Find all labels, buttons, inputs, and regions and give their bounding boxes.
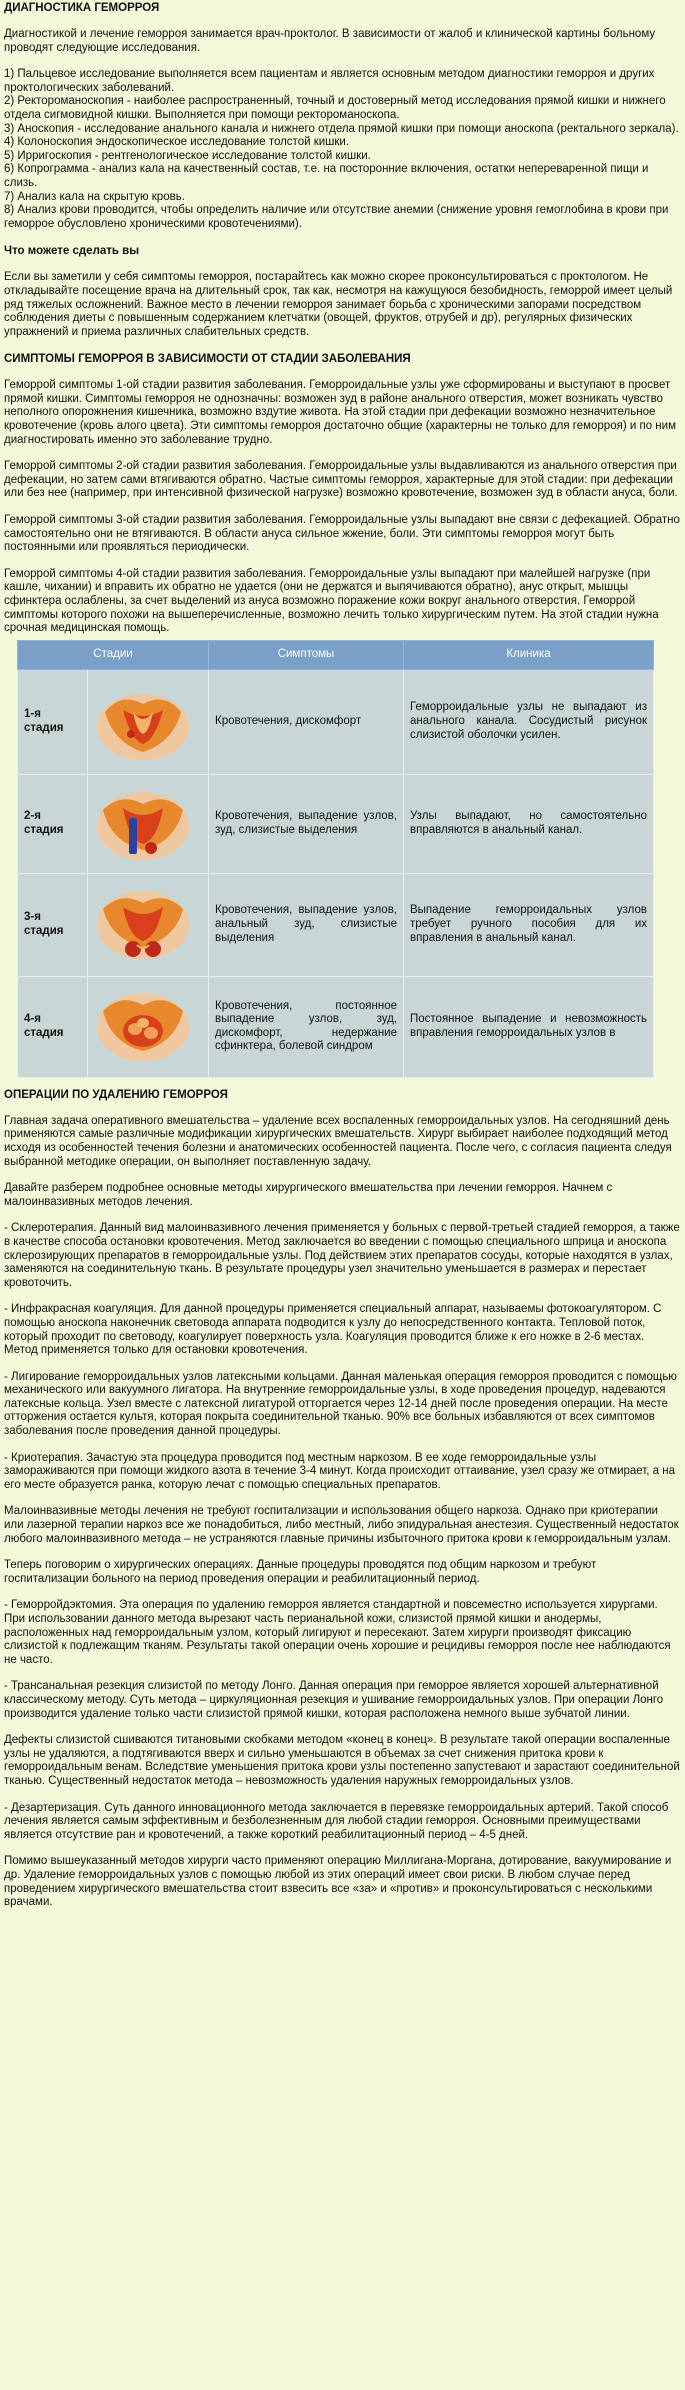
table-row xyxy=(18,774,654,873)
anatomy-illustration-stage-4 xyxy=(93,987,193,1067)
operations-paragraph: - Склеротерапия. Данный вид малоинвазивного лечения применяется у больных с первой-третьей стадией геморроя, а также в качестве способа остановки кровотечения. Метод заключается во введении с помощью специального шприца и аноскопа склерозирующих препаратов в геморроидальные узлы. Под действием этих препаратов сосуды, которые находятся в узлах, заменяются на соединительную ткань. В результате процедуры узел значительно уменьшается в размерах и перестает кровоточить. xyxy=(4,1222,680,1289)
stage-2-illustration xyxy=(88,774,209,873)
operations-title: ОПЕРАЦИИ ПО УДАЛЕНИЮ ГЕМОРРОЯ xyxy=(4,1088,228,1101)
operations-paragraph: Главная задача оперативного вмешательства – удаление всех воспаленных геморроидальных узлов. На сегодняшний день применяются самые различные модификации хирургических вмешательств. Хирург выбирает наиболее подходящий метод исходя из особенностей течения болезни и анатомических особенностей пациента. После чего, с согласия пациента следуя выбранной методике операции, он выполняет поставленную задачу. xyxy=(4,1114,672,1168)
diagnostics-item: 8) Анализ крови проводится, чтобы определить наличие или отсутствие анемии (снижение уровня гемоглобина в крови при геморрое обусловлено хроническими кровотечениями). xyxy=(4,204,669,230)
operations-paragraph: - Трансанальная резекция слизистой по методу Лонго. Данная операция при геморрое является хорошей альтернативной классическому методу. Суть метода – циркуляционная резекция и ушивание геморроидальных узлов. При операции Лонго производится удаление только части слизистой прямой кишки, которая расположена немного выше зубчатой линии. xyxy=(4,1680,664,1720)
operations-paragraph: Помимо вышеуказанный методов хирурги часто применяют операцию Миллигана-Моргана, дотирование, вакуумирование и др. Удаление геморроидальных узлов с помощью любой из этих операций имеет свои риски. В любом случае перед проведением хирургического вмешательства стоит взвесить все «за» и «против» и проконсультироваться с несколькими врачами. xyxy=(4,1855,672,1909)
operations-paragraph: - Инфракрасная коагуляция. Для данной процедуры применяется специальный аппарат, называемы фотокоагулятором. С помощью аноскопа наконечник световода аппарата подводится к узлу до непосредственного контакта. Тепловой поток, который проходит по световоду, коагулирует поверхность узла. Коагуляция проводится ближе к его ножке в 2-6 местах. Метод применяется только для остановки кровотечения. xyxy=(4,1303,662,1357)
stage-clinic: Постоянное выпадение и невозможность вправления геморроидальных узлов в xyxy=(404,976,654,1077)
operations-paragraph: - Геморройдэктомия. Эта операция по удалению геморроя является стандартной и повсеместно используется хирургами. При использовании данного метода вырезают часть перианальной кожи, слизистой прямой кишки и анодермы, расположенных над геморроидальным узлом, который лигируют и пересекают. Затем хирурги производят фиксацию слизистой к подлежащим тканям. Результаты такой операции очень хорошие и рецидивы геморроя после нее наблюдаются не часто. xyxy=(4,1599,671,1666)
symptoms-stage-4: Геморрой симптомы 4-ой стадии развития заболевания. Геморроидальные узлы выпадают при малейшей нагрузке (при кашле, чихании) и вправить их обратно не удается (они не держатся и выпячиваются обратно), анус открыт, мышцы сфинктера ослаблены, за счет выделений из ануса возможно поражение кожи вокруг анального отверстия. Геморрой симптомы которого похожи на вышеперечисленные, возможно лечить только хирургическим путем. На этой стадии нужна срочная медицинская помощь. xyxy=(4,567,659,635)
diagnostics-item: 7) Анализ кала на скрытую кровь. xyxy=(4,190,185,203)
stage-label: 1-я стадия xyxy=(18,669,88,774)
stage-label: 2-я стадия xyxy=(18,774,88,873)
header-symptoms: Симптомы xyxy=(209,640,404,669)
table-row xyxy=(18,976,654,1077)
stage-symptoms: Кровотечения, дискомфорт xyxy=(209,669,404,774)
operations-paragraph: - Криотерапия. Зачастую эта процедура проводится под местным наркозом. В ее ходе геморроидальные узлы замораживаются при помощи жидкого азота в течение 3-4 минут. Когда происходит оттаивание, узел сразу же отмирает, а на его месте образуется ранка, которую лечат с помощью специальных препаратов. xyxy=(4,1451,676,1491)
stage-1-illustration xyxy=(88,669,209,774)
stage-label: 4-я стадия xyxy=(18,976,88,1077)
article xyxy=(0,1,685,1910)
stage-symptoms: Кровотечения, выпадение узлов, анальный зуд, слизистые выделения xyxy=(209,873,404,976)
symptoms-stage-3: Геморрой симптомы 3-ой стадии развития заболевания. Геморроидальные узлы выпадают вне связи с дефекацией. Обратно самостоятельно они не втягиваются. В области ануса сильное жжение, боли. Эти симптомы геморроя могут быть постоянными или проявляться периодически. xyxy=(4,514,680,554)
what-you-can-do-title: Что можете сделать вы xyxy=(4,245,140,258)
anatomy-illustration-stage-1 xyxy=(93,682,193,762)
stage-clinic: Выпадение геморроидальных узлов требует ручного пособия для их вправления в анальный канал. xyxy=(404,873,654,976)
stage-3-illustration xyxy=(88,873,209,976)
diagnostics-item: 3) Аноскопия - исследование анального канала и нижнего отдела прямой кишки при помощи аноскопа (ректального зеркала). xyxy=(4,122,679,135)
operations-paragraph: Давайте разберем подробнее основные методы хирургического вмешательства при лечении геморроя. Начнем с малоинвазивных методов лечения. xyxy=(4,1182,613,1208)
header-clinic: Клиника xyxy=(404,640,654,669)
diagnostics-item: 2) Ректороманоскопия - наиболее распространенный, точный и достоверный метод исследования прямой кишки и нижнего отдела сигмовидной кишки. Выполняется при помощи ректороманоскопа. xyxy=(4,95,666,121)
operations-paragraph: - Дезартеризация. Суть данного инновационного метода заключается в перевязке геморроидальных артерий. Такой способ лечения является самым эффективным и безболезненным для любой стадии геморроя. Основными преимуществами является отсутствие ран и кровотечений, а также короткий реабилитационный период – 4-5 дней. xyxy=(4,1801,669,1841)
table-row xyxy=(18,873,654,976)
operations-paragraph: Теперь поговорим о хирургических операциях. Данные процедуры проводятся под общим наркозом и требуют госпитализации больного на период проведения операции и реабилитационный период. xyxy=(4,1559,597,1585)
stage-symptoms: Кровотечения, постоянное выпадение узлов, зуд, дискомфорт, недержание сфинктера, болевой синдром xyxy=(209,976,404,1077)
stage-clinic: Узлы выпадают, но самостоятельно вправляются в анальный канал. xyxy=(404,774,654,873)
diagnostics-intro: Диагностикой и лечение геморроя занимается врач-проктолог. В зависимости от жалоб и клинической картины больному проводят следующие исследования. xyxy=(4,28,656,54)
stage-label: 3-я стадия xyxy=(18,873,88,976)
what-you-can-do-text: Если вы заметили у себя симптомы геморроя, постарайтесь как можно скорее проконсультироваться с проктологом. Не откладывайте посещение врача на длительный срок, так как, несмотря на кажущуюся безобидность, геморрой имеет целый ряд тяжелых осложнений. Важное место в лечении геморроя занимает борьба с хроническими запорами посредством соблюдения диеты с повышенным содержанием клетчатки (овощей, фруктов, отрубей и др), регулярных физических упражнений и приема различных слабительных средств. xyxy=(4,271,673,338)
operations-paragraph: Малоинвазивные методы лечения не требуют госпитализации и использования общего наркоза. Однако при криотерапии или лазерной терапии наркоз все же понадобиться, либо местный, либо эпидуральная анестезия. Существенный недостаток любого малоинвазивного метода – не устраняются главные причины избыточного притока крови к геморроидальным узлам. xyxy=(4,1505,679,1545)
stage-4-illustration xyxy=(88,976,209,1077)
anatomy-illustration-stage-3 xyxy=(93,885,193,965)
diagnostics-item: 4) Колоноскопия эндоскопическое исследование толстой кишки. xyxy=(4,136,350,149)
stage-clinic: Геморроидальные узлы не выпадают из анального канала. Сосудистый рисунок слизистой оболочки усилен. xyxy=(404,669,654,774)
symptoms-stage-1: Геморрой симптомы 1-ой стадии развития заболевания. Геморроидальные узлы уже сформированы и выступают в просвет прямой кишки. Симптомы геморроя не однозначны: возможен зуд в районе анального отверстия, может возникать чувство неполного опорожнения кишечника, возможно вздутие живота. На этой стадии при дефекации возможно незначительное кровотечение (кровь алого цвета). Эти симптомы геморроя достаточно общие (характерны не только для геморроя) и по ним диагностировать именно это заболевание трудно. xyxy=(4,379,676,446)
operations-paragraph: Дефекты слизистой сшиваются титановыми скобками методом «конец в конец». В результате такой операции воспаленные узлы не удаляются, а подтягиваются вверх и сильно уменьшаются в объемах за счет снижения притока крови к геморроидальным венам. Вследствие уменьшения притока крови узлы постепенно запустевают и зарастают соединительной тканью. Существенный недостаток метода – невозможность удаления наружных геморроидальных узлов. xyxy=(4,1734,680,1787)
stages-table xyxy=(17,640,654,1078)
operations-paragraph: - Лигирование геморроидальных узлов латексными кольцами. Данная маленькая операция геморроя проводится с помощью механического или вакуумного лигатора. На внутренние геморроидальные узлы, в ходе проведения процедур, надеваются латексные кольца. Узел вместе с латексной лигатурой отторгается через 12-14 дней после проведения операции. На месте отторжения остается культя, которая покрыта соединительной тканью. 90% все больных избавляются от всех симптомов заболевания после проведения данной процедуры. xyxy=(4,1370,677,1438)
diagnostics-item: 6) Копрограмма - анализ кала на качественный состав, т.е. на посторонние включения, остатки непереваренной пищи и слизь. xyxy=(4,163,649,189)
diagnostics-item: 5) Ирригоскопия - рентгенологическое исследование толстой кишки. xyxy=(4,149,371,162)
diagnostics-list xyxy=(4,68,680,231)
anatomy-illustration-stage-2 xyxy=(93,784,193,864)
table-row xyxy=(18,669,654,774)
diagnostics-item: 1) Пальцевое исследование выполняется всем пациентам и является основным методом диагностики геморроя и других проктологических заболеваний. xyxy=(4,68,655,94)
stages-table-header xyxy=(18,640,654,669)
header-stages: Стадии xyxy=(18,640,209,669)
symptoms-title: СИМПТОМЫ ГЕМОРРОЯ В ЗАВИСИМОСТИ ОТ СТАДИИ ЗАБОЛЕВАНИЯ xyxy=(4,353,411,366)
symptoms-stage-2: Геморрой симптомы 2-ой стадии развития заболевания. Геморроидальные узлы выдавливаются из анального отверстия при дефекации, но затем сами втягиваются обратно. Частые симптомы геморроя, характерные для этой стадии: при дефекации или без нее (например, при интенсивной физической нагрузке) возможно кровотечение, возможен зуд в области ануса, боли. xyxy=(4,460,678,500)
diagnostics-title: ДИАГНОСТИКА ГЕМОРРОЯ xyxy=(4,2,160,14)
stage-symptoms: Кровотечения, выпадение узлов, зуд, слизистые выделения xyxy=(209,774,404,873)
